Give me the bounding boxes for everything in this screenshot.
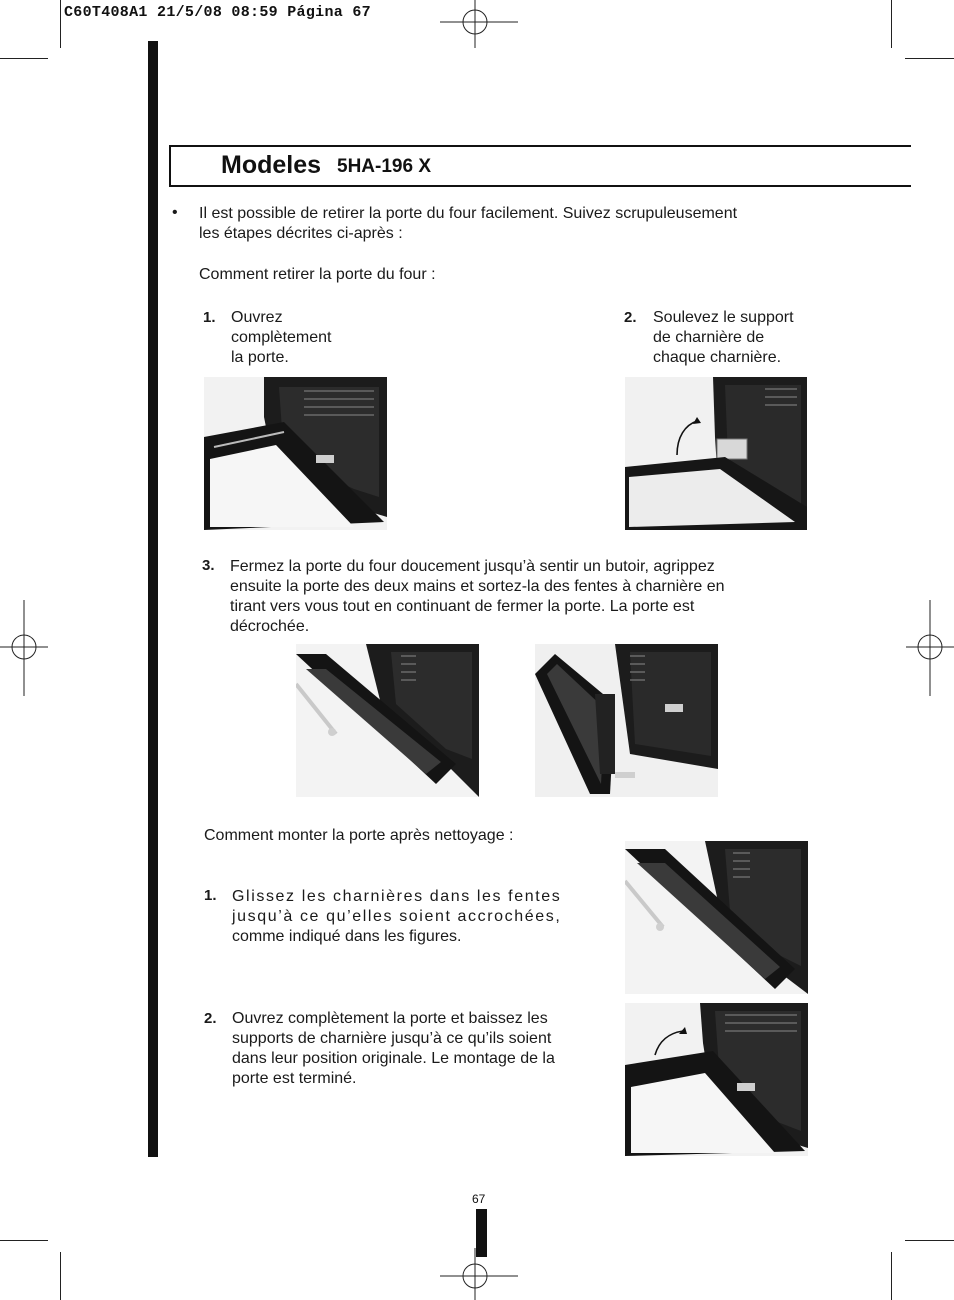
remove-step-2-number: 2. (624, 309, 637, 326)
remove-step-2-text: Soulevez le support de charnière de chaque charnière. (653, 309, 794, 366)
remove-step-3-number: 3. (202, 557, 215, 574)
print-slug: C60T408A1 21/5/08 08:59 Página 67 (64, 4, 371, 21)
page-tab-mark (476, 1209, 487, 1257)
page-number: 67 (472, 1192, 486, 1206)
mount-step-1-text: Glissez les charnières dans les fentes jusqu’à ce qu’elles soient accrochées, comme indiqué dans les figures. (232, 888, 562, 945)
model-number: 5HA-196 X (337, 156, 431, 177)
mount-heading: Comment monter la porte après nettoyage : (204, 827, 514, 844)
photo-close-door (296, 644, 479, 797)
remove-step-3-text: Fermez la porte du four doucement jusqu’à sentir un butoir, agrippez ensuite la porte des deux mains et sortez-la des fentes à charnière en tirant vers vous tout en continuant de fermer la porte. La porte est décrochée. (230, 558, 725, 635)
mount-step-2-text: Ouvrez complètement la porte et baissez les supports de charnière jusqu’à ce qu’ils soient dans leur position originale. Le montage de la porte est terminé. (232, 1010, 555, 1087)
registration-mark-right (904, 600, 954, 700)
page-title: Modeles (221, 151, 322, 179)
remove-heading: Comment retirer la porte du four : (199, 266, 436, 283)
photo-door-unhooked (535, 644, 718, 797)
mount-step-2-number: 2. (204, 1010, 217, 1027)
remove-step-1-number: 1. (203, 309, 216, 326)
intro-line-1: Il est possible de retirer la porte du four facilement. Suivez scrupuleusement (199, 205, 738, 222)
registration-mark-left (0, 600, 50, 700)
photo-lower-supports (625, 1003, 808, 1156)
intro-line-2: les étapes décrites ci-après : (199, 225, 403, 242)
mount-step-1-number: 1. (204, 887, 217, 904)
registration-mark-top (440, 0, 520, 50)
photo-door-open (204, 377, 387, 530)
remove-step-1-text: Ouvrez complètement la porte. (231, 309, 332, 366)
section-header (169, 145, 911, 187)
spine-bar (148, 41, 158, 1157)
bullet: • (172, 204, 178, 221)
photo-lift-hinge (625, 377, 807, 530)
photo-insert-hinges (625, 841, 808, 994)
